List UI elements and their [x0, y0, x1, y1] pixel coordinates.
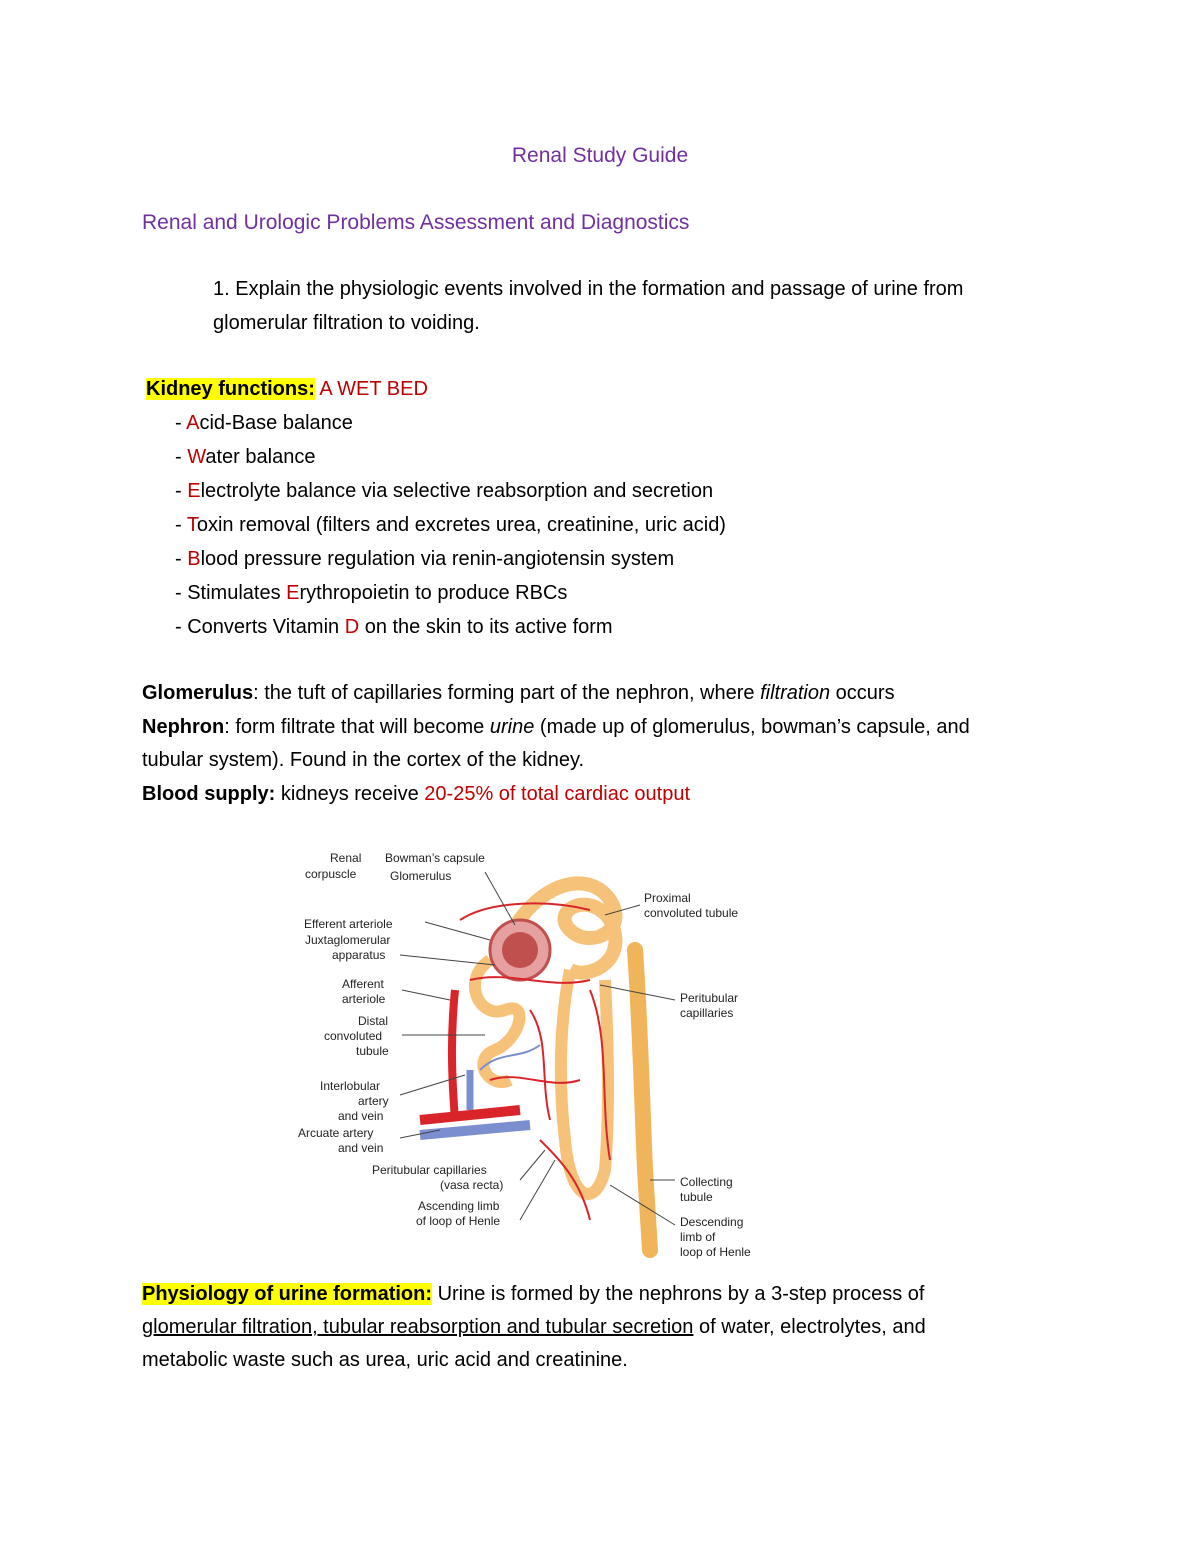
label-corpuscle: corpuscle: [305, 867, 357, 881]
label-peritubular-vasa-recta: Peritubular capillaries: [372, 1163, 487, 1177]
nephron-definition-line-2: tubular system). Found in the cortex of the kidney.: [142, 749, 585, 771]
label-peritubular: Peritubular: [680, 991, 739, 1005]
glomerulus-shape: [502, 932, 538, 968]
item-text: cid-Base balance: [199, 412, 353, 434]
item-prefix: -: [175, 548, 188, 570]
physiology-underlined: glomerular filtration, tubular reabsorption and tubular secretion: [142, 1316, 694, 1338]
definition-text: : form filtrate that will become: [224, 716, 490, 738]
physiology-line-3: metabolic waste such as urea, uric acid and creatinine.: [142, 1349, 628, 1371]
item-prefix: - Converts Vitamin: [175, 616, 345, 638]
term: Glomerulus: [142, 682, 254, 704]
afferent-vessel-shape: [452, 990, 455, 1120]
glomerulus-definition: [142, 680, 895, 706]
term: Nephron: [142, 716, 225, 738]
item-prefix: -: [175, 514, 187, 536]
item-letter: D: [344, 616, 360, 638]
label-glomerulus: Glomerulus: [390, 869, 452, 883]
label-distal: Distal: [358, 1014, 389, 1028]
item-letter: E: [286, 582, 300, 604]
arcuate-vein-shape: [420, 1125, 530, 1135]
item-prefix: -: [175, 446, 188, 468]
label-arcuate-artery: Arcuate artery: [298, 1126, 374, 1140]
question-1-line-2: glomerular filtration to voiding.: [213, 312, 480, 334]
blood-supply-definition: [142, 781, 690, 807]
label-descending: Descending: [680, 1215, 744, 1229]
label-afferent: Afferent: [342, 977, 384, 991]
label-tubule: tubule: [356, 1044, 389, 1058]
section-subtitle: Renal and Urologic Problems Assessment and Diagnostics: [142, 211, 690, 234]
label-loop-of-henle-asc: of loop of Henle: [416, 1214, 501, 1228]
kidney-function-item: [175, 478, 713, 504]
kidney-functions-label: Kidney functions:: [146, 378, 315, 400]
label-descending-limb: limb of: [680, 1230, 716, 1244]
document-title: Renal Study Guide: [511, 144, 689, 167]
kidney-function-item: [175, 410, 353, 436]
label-collecting: Collecting: [680, 1175, 733, 1189]
item-text: lood pressure regulation via renin-angiotensin system: [200, 548, 675, 570]
label-juxtaglomerular: Juxtaglomerular: [305, 933, 391, 947]
label-artery: artery: [358, 1094, 389, 1108]
label-convoluted: convoluted: [324, 1029, 383, 1043]
kidney-function-item: [175, 444, 315, 470]
item-text: rythropoietin to produce RBCs: [299, 582, 568, 604]
item-letter: E: [187, 480, 201, 502]
label-efferent-arteriole: Efferent arteriole: [304, 917, 393, 931]
label-arcuate-vein: and vein: [338, 1141, 384, 1155]
question-1-line-1: 1. Explain the physiologic events involved in the formation and passage of urine from: [213, 278, 964, 300]
label-apparatus: apparatus: [332, 948, 386, 962]
definition-italic: urine: [489, 716, 535, 738]
physiology-label: Physiology of urine formation:: [142, 1283, 433, 1305]
label-arteriole: arteriole: [342, 992, 386, 1006]
item-prefix: -: [175, 480, 188, 502]
label-renal: Renal: [330, 851, 362, 865]
definition-text: : the tuft of capillaries forming part of the nephron, where: [253, 682, 761, 704]
item-letter: T: [186, 514, 197, 536]
item-prefix: - Stimulates: [175, 582, 287, 604]
kidney-functions-heading: [146, 376, 428, 402]
label-interlobular: Interlobular: [320, 1079, 381, 1093]
item-text: ater balance: [205, 446, 316, 468]
item-text: lectrolyte balance via selective reabsorption and secretion: [200, 480, 714, 502]
label-proximal-convoluted: convoluted tubule: [644, 906, 739, 920]
item-letter: W: [187, 446, 206, 468]
item-letter: B: [187, 548, 201, 570]
nephron-definition: [142, 714, 970, 740]
definition-text: occurs: [830, 682, 895, 704]
kidney-function-item: [175, 512, 726, 538]
label-ascending-limb: Ascending limb: [418, 1199, 500, 1213]
label-bowmans-capsule: Bowman’s capsule: [385, 851, 485, 865]
item-text: on the skin to its active form: [359, 616, 613, 638]
kidney-function-item: [175, 546, 674, 572]
term: Blood supply:: [142, 783, 276, 805]
definition-italic: filtration: [760, 682, 831, 704]
label-loop-of-henle-desc: loop of Henle: [680, 1245, 751, 1259]
physiology-line-1: [142, 1281, 925, 1307]
physiology-text: of water, electrolytes, and: [693, 1316, 926, 1338]
label-and-vein: and vein: [338, 1109, 384, 1123]
kidney-functions-mnemonic: A WET BED: [319, 378, 428, 400]
nephron-diagram: [290, 840, 790, 1270]
item-prefix: -: [175, 412, 187, 434]
physiology-text: Urine is formed by the nephrons by a 3-step process of: [432, 1283, 925, 1305]
kidney-function-item: [175, 580, 567, 606]
label-proximal: Proximal: [644, 891, 691, 905]
kidney-function-item: [175, 614, 613, 640]
physiology-line-2: [142, 1314, 926, 1340]
blood-supply-value: 20-25% of total cardiac output: [424, 783, 691, 805]
definition-text: (made up of glomerulus, bowman’s capsule, and: [534, 716, 970, 738]
arcuate-artery-shape: [420, 1110, 520, 1120]
item-text: oxin removal (filters and excretes urea, creatinine, uric acid): [196, 514, 726, 536]
definition-text: kidneys receive: [275, 783, 425, 805]
label-vasa-recta: (vasa recta): [440, 1178, 504, 1192]
label-collecting-tubule: tubule: [680, 1190, 713, 1204]
item-letter: A: [186, 412, 200, 434]
label-capillaries: capillaries: [680, 1006, 734, 1020]
